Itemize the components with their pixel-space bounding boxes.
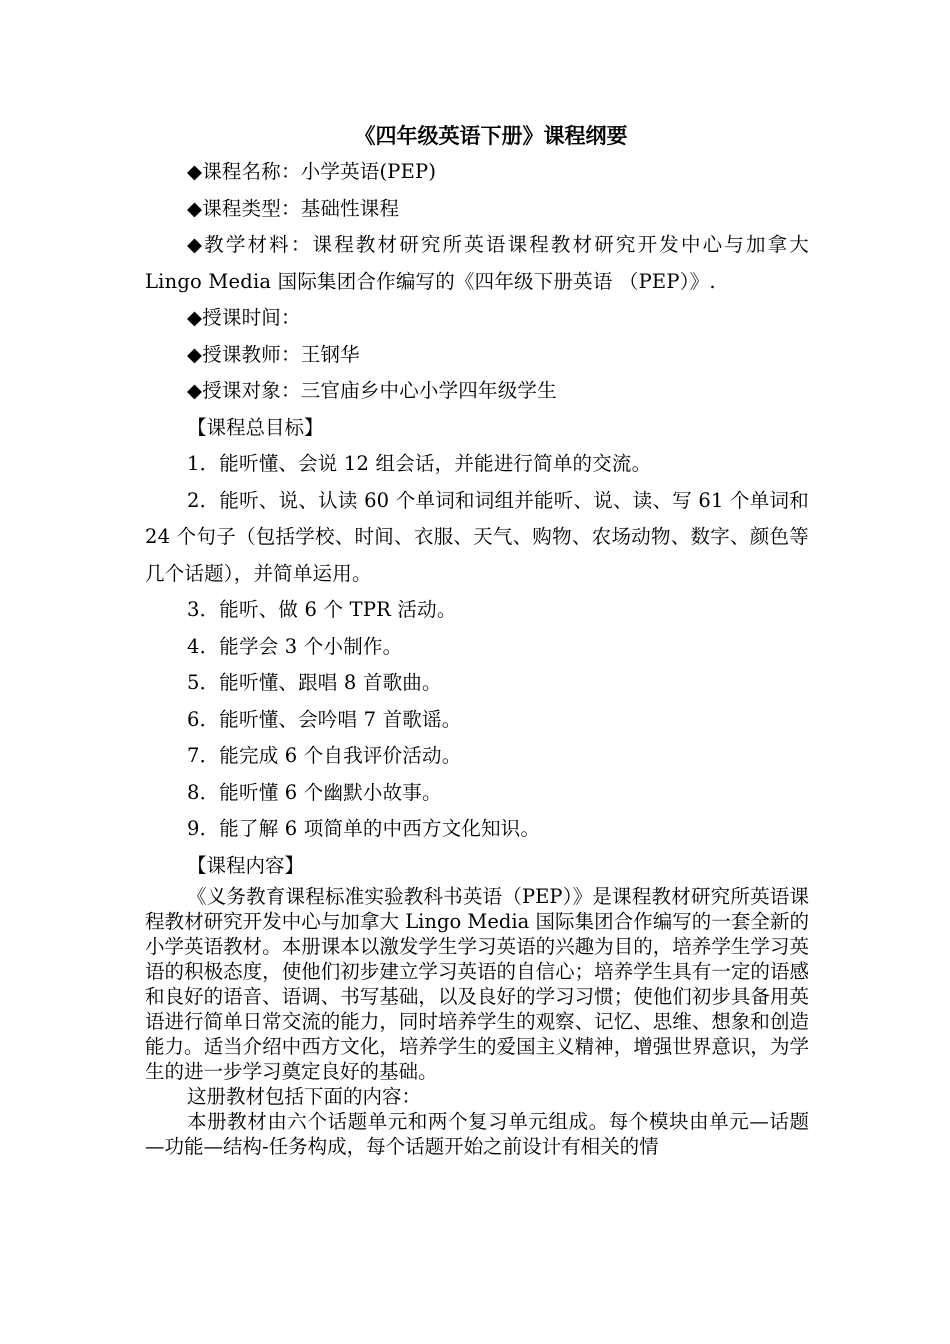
info-students: ◆授课对象：三官庙乡中心小学四年级学生 — [187, 379, 557, 402]
goal-item: 5．能听懂、跟唱 8 首歌曲。 — [187, 671, 442, 694]
goals-heading: 【课程总目标】 — [187, 415, 324, 439]
info-materials: ◆教学材料：课程教材研究所英语课程教材研究开发中心与加拿大 Lingo Media 国际集团合作编写的《四年级下册英语 （PEP）》. — [145, 233, 809, 293]
document-body — [145, 118, 809, 1159]
goal-item: 9．能了解 6 项简单的中西方文化知识。 — [187, 817, 541, 840]
goal-item: 1．能听懂、会说 12 组会话，并能进行简单的交流。 — [187, 452, 652, 475]
info-course-type: ◆课程类型：基础性课程 — [187, 196, 400, 220]
content-heading: 【课程内容】 — [187, 853, 305, 877]
goal-item: 4．能学会 3 个小制作。 — [187, 634, 403, 658]
document-title: 《四年级英语下册》课程纲要 — [354, 123, 628, 148]
info-course-name: ◆课程名称：小学英语(PEP) — [187, 160, 437, 183]
goal-item: 2．能听、说、认读 60 个单词和词组并能听、说、读、写 61 个单词和 24 个句子（包括学校、时间、衣服、天气、购物、农场动物、数字、颜色等几个话题），并简单运用。 — [145, 488, 809, 585]
content-paragraph: 本册教材由六个话题单元和两个复习单元组成。每个模块由单元—话题—功能—结构-任务构成，每个话题开始之前设计有相关的情 — [145, 1110, 809, 1158]
info-teacher: ◆授课教师：王钢华 — [187, 342, 360, 366]
goal-item: 8．能听懂 6 个幽默小故事。 — [187, 780, 442, 804]
goal-item: 7．能完成 6 个自我评价活动。 — [187, 744, 462, 767]
content-paragraph: 这册教材包括下面的内容： — [187, 1085, 422, 1108]
goal-item: 3．能听、做 6 个 TPR 活动。 — [187, 598, 457, 621]
info-schedule: ◆授课时间： — [187, 306, 301, 329]
goal-item: 6．能听懂、会吟唱 7 首歌谣。 — [187, 707, 462, 731]
content-paragraph: 《义务教育课程标准实验教科书英语（PEP）》是课程教材研究所英语课程教材研究开发中心与加拿大 Lingo Media 国际集团合作编写的一套全新的小学英语教材。本册课本以激发学生学习英语的兴趣为目的，培养学生学习英语的积极态度，使他们初步建立学习英语的自信心；培养学生具有一定的语感和良好的语音、语调、书写基础，以及良好的学习习惯；使他们初步具备用英语进行简单日常交流的能力，同时培养学生的观察、记忆、思维、想象和创造能力。适当介绍中西方文化，培养学生的爱国主义精神，增强世界意识，为学生的进一步学习奠定良好的基础。 — [145, 885, 809, 1083]
